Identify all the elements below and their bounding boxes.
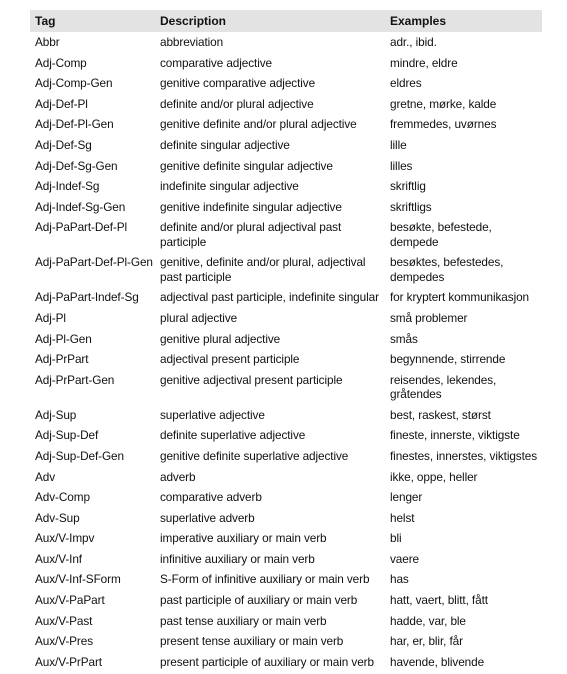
examples-cell: smås: [390, 331, 418, 346]
description-cell: genitive definite singular adjective: [160, 158, 333, 173]
description-cell: genitive indefinite singular adjective: [160, 199, 342, 214]
examples-cell: besøktes, befestedes, dempedes: [390, 255, 504, 284]
tag-cell: Adj-Sup-Def: [35, 428, 99, 443]
description-cell: genitive definite superlative adjective: [160, 448, 349, 463]
table-row: [30, 94, 542, 115]
description-cell: genitive adjectival present participle: [160, 372, 343, 387]
description-cell: adverb: [160, 469, 196, 484]
description-cell: definite and/or plural adjective: [160, 96, 314, 111]
examples-cell: skriftligs: [390, 199, 432, 214]
examples-cell: lilles: [390, 158, 413, 173]
tag-cell: Adj-PaPart-Indef-Sg: [35, 290, 139, 305]
column-header-tag: Tag: [30, 10, 155, 32]
tag-table-container: [30, 10, 542, 672]
description-cell: abbreviation: [160, 35, 224, 49]
description-cell: comparative adverb: [160, 490, 262, 505]
tag-cell: Adj-Indef-Sg: [35, 179, 100, 194]
tag-cell: Adj-PaPart-Def-Pl: [35, 220, 128, 235]
description-cell: comparative adjective: [160, 55, 272, 70]
tag-cell: Adv-Sup: [35, 510, 80, 525]
examples-cell: reisendes, lekendes, gråtendes: [390, 372, 497, 402]
table-row: [30, 217, 542, 252]
table-row: [30, 549, 542, 570]
description-cell: genitive comparative adjective: [160, 76, 316, 91]
table-row: [30, 631, 542, 652]
examples-cell: besøkte, befestede, dempede: [390, 220, 492, 249]
examples-cell: mindre, eldre: [390, 55, 458, 70]
tag-cell: Adj-Indef-Sg-Gen: [35, 199, 126, 214]
tag-cell: Adj-Comp-Gen: [35, 76, 113, 91]
description-cell: imperative auxiliary or main verb: [160, 531, 327, 546]
examples-cell: bli: [390, 531, 402, 546]
table-header: [30, 10, 542, 32]
column-header-examples: Examples: [385, 10, 542, 32]
tag-cell: Adj-Pl: [35, 310, 66, 325]
tag-cell: Adj-PrPart: [35, 352, 89, 367]
examples-cell: lille: [390, 137, 407, 152]
tag-cell: Aux/V-PaPart: [35, 593, 105, 608]
table-row: [30, 370, 542, 405]
description-cell: genitive, definite and/or plural, adjectival past participle: [160, 255, 366, 284]
description-cell: genitive definite and/or plural adjective: [160, 117, 357, 132]
table-row: [30, 590, 542, 611]
tag-cell: Adj-PrPart-Gen: [35, 372, 115, 387]
table-row: [30, 53, 542, 74]
table-row: [30, 176, 542, 197]
table-body: [30, 32, 542, 672]
table-row: [30, 569, 542, 590]
description-cell: superlative adverb: [160, 510, 255, 525]
examples-cell: havende, blivende: [390, 654, 485, 669]
tag-cell: Adj-Def-Pl-Gen: [35, 117, 114, 132]
description-cell: superlative adjective: [160, 407, 265, 422]
examples-cell: has: [390, 572, 409, 587]
table-row: [30, 114, 542, 135]
description-cell: past tense auxiliary or main verb: [160, 613, 327, 628]
table-row: [30, 446, 542, 467]
tag-cell: Adj-Def-Sg-Gen: [35, 158, 118, 173]
table-row: [30, 652, 542, 673]
description-cell: definite singular adjective: [160, 137, 290, 152]
tag-cell: Adj-Comp: [35, 55, 87, 70]
examples-cell: lenger: [390, 490, 423, 505]
column-header-description: Description: [155, 10, 385, 32]
examples-cell: hadde, var, ble: [390, 613, 466, 628]
examples-cell: gretne, mørke, kalde: [390, 96, 497, 111]
examples-cell: hatt, vaert, blitt, fått: [390, 593, 488, 608]
description-cell: definite and/or plural adjectival past participle: [160, 220, 342, 249]
tag-cell: Adj-Sup-Def-Gen: [35, 448, 124, 463]
tag-cell: Aux/V-Impv: [35, 531, 95, 546]
tag-cell: Adj-Pl-Gen: [35, 331, 92, 346]
tag-cell: Adj-Def-Pl: [35, 96, 88, 111]
description-cell: adjectival present participle: [160, 352, 300, 367]
tag-cell: Aux/V-Pres: [35, 634, 94, 649]
table-row: [30, 73, 542, 94]
table-row: [30, 467, 542, 488]
description-cell: infinitive auxiliary or main verb: [160, 551, 315, 566]
examples-cell: fineste, innerste, viktigste: [390, 428, 520, 443]
tag-cell: Aux/V-PrPart: [35, 654, 102, 669]
table-row: [30, 425, 542, 446]
examples-cell: har, er, blir, får: [390, 634, 463, 649]
examples-cell: for kryptert kommunikasjon: [390, 290, 530, 305]
table-row: [30, 156, 542, 177]
table-row: [30, 508, 542, 529]
examples-cell: små problemer: [390, 310, 468, 325]
table-row: [30, 287, 542, 308]
table-row: [30, 528, 542, 549]
description-cell: plural adjective: [160, 310, 238, 325]
examples-cell: ikke, oppe, heller: [390, 469, 478, 484]
tag-cell: Aux/V-Inf-SForm: [35, 572, 121, 587]
description-cell: adjectival past participle, indefinite singular: [160, 290, 379, 305]
description-cell: S-Form of infinitive auxiliary or main verb: [160, 572, 370, 587]
table-row: [30, 308, 542, 329]
table-row: [30, 349, 542, 370]
tag-cell: Aux/V-Inf: [35, 551, 82, 566]
tag-cell: Adv-Comp: [35, 490, 90, 505]
table-row: [30, 32, 542, 53]
examples-cell: adr., ibid.: [390, 35, 437, 49]
header-row: [30, 10, 542, 32]
examples-cell: best, raskest, størst: [390, 407, 491, 422]
table-row: [30, 487, 542, 508]
tag-cell: Adv: [35, 469, 56, 484]
tag-cell: Adj-Sup: [35, 407, 77, 422]
description-cell: present tense auxiliary or main verb: [160, 634, 344, 649]
examples-cell: finestes, innerstes, viktigstes: [390, 448, 538, 463]
examples-cell: helst: [390, 510, 415, 525]
examples-cell: vaere: [390, 551, 420, 566]
description-cell: genitive plural adjective: [160, 331, 281, 346]
examples-cell: eldres: [390, 76, 422, 91]
description-cell: past participle of auxiliary or main verb: [160, 593, 358, 608]
description-cell: present participle of auxiliary or main verb: [160, 654, 374, 669]
examples-cell: skriftlig: [390, 179, 426, 194]
table-row: [30, 197, 542, 218]
examples-cell: fremmedes, uvørnes: [390, 117, 497, 132]
table-row: [30, 135, 542, 156]
table-row: [30, 329, 542, 350]
tag-cell: Adj-PaPart-Def-Pl-Gen: [35, 255, 153, 270]
description-cell: definite superlative adjective: [160, 428, 306, 443]
tag-cell: Aux/V-Past: [35, 613, 93, 628]
tag-table: [30, 10, 542, 672]
tag-cell: Abbr: [35, 35, 60, 49]
table-row: [30, 252, 542, 287]
table-row: [30, 405, 542, 426]
table-row: [30, 611, 542, 632]
description-cell: indefinite singular adjective: [160, 179, 299, 194]
tag-cell: Adj-Def-Sg: [35, 137, 92, 152]
examples-cell: begynnende, stirrende: [390, 352, 506, 367]
